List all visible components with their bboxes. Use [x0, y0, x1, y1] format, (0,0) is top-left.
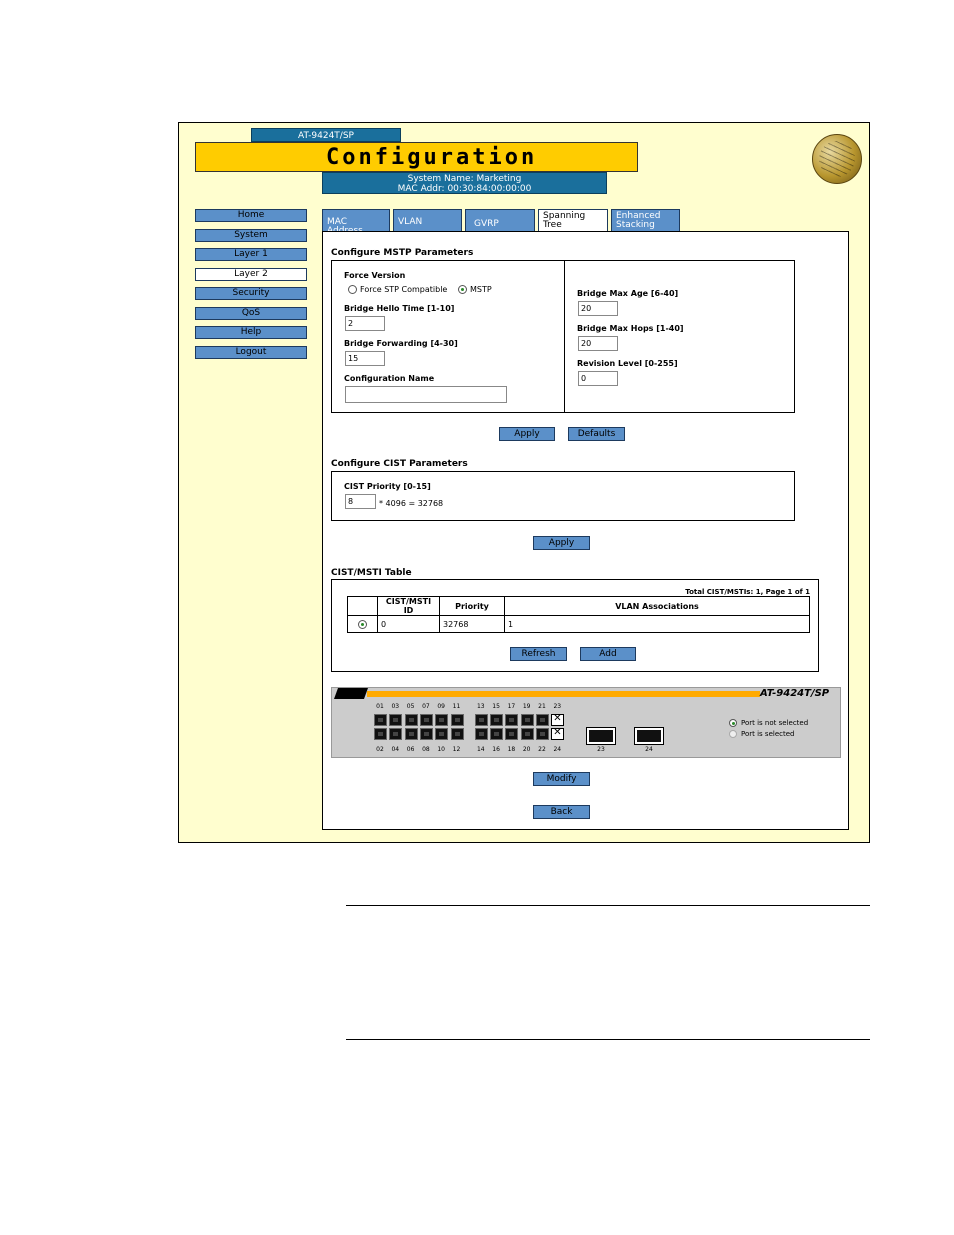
table-row [348, 616, 810, 633]
port-15[interactable] [490, 714, 503, 726]
col-priority: Priority [440, 597, 505, 616]
port-11[interactable] [451, 714, 464, 726]
divider-top [346, 905, 870, 906]
port-label: 11 [452, 703, 461, 710]
port-08[interactable] [420, 728, 433, 740]
port-label: 06 [406, 746, 415, 753]
mstp-section-title: Configure MSTP Parameters [331, 248, 474, 258]
divider-bottom [346, 1039, 870, 1040]
port-label: 04 [391, 746, 400, 753]
cist-priority-calc: * 4096 = 32768 [379, 499, 444, 508]
system-info [322, 172, 607, 194]
row-priority: 32768 [440, 616, 505, 633]
row-id: 0 [378, 616, 440, 633]
port-04[interactable] [389, 728, 402, 740]
nav-qos-button[interactable]: QoS [195, 307, 307, 320]
port-07[interactable] [420, 714, 433, 726]
refresh-button[interactable]: Refresh [510, 647, 567, 661]
mstp-radio[interactable] [458, 285, 467, 294]
config-name-input[interactable] [345, 386, 507, 403]
system-name: System Name: Marketing [407, 174, 522, 184]
nav-system-button[interactable]: System [195, 229, 307, 242]
port-19[interactable] [521, 714, 534, 726]
sfp-port-label: 23 [597, 746, 605, 753]
port-label: 12 [452, 746, 461, 753]
revision-input[interactable]: 0 [578, 371, 618, 386]
port-label: 13 [476, 703, 485, 710]
port-13[interactable] [475, 714, 488, 726]
sfp-port-23[interactable] [587, 728, 615, 744]
row-select-radio[interactable] [358, 620, 367, 629]
legend-selected-icon [729, 730, 737, 738]
port-label: 18 [507, 746, 516, 753]
back-button[interactable]: Back [533, 805, 590, 819]
row-select-cell [348, 616, 378, 633]
nav-security-button[interactable]: Security [195, 287, 307, 300]
tab-vlan[interactable]: VLAN [393, 209, 462, 231]
cist-priority-label: CIST Priority [0-15] [344, 482, 431, 491]
nav-layer1-button[interactable]: Layer 1 [195, 248, 307, 261]
mstp-box [331, 260, 795, 413]
cist-apply-button[interactable]: Apply [533, 536, 590, 550]
cist-msti-table [347, 596, 810, 633]
config-name-label: Configuration Name [344, 374, 435, 383]
port-17[interactable] [505, 714, 518, 726]
hello-time-label: Bridge Hello Time [1-10] [344, 304, 455, 313]
nav-layer2-button[interactable]: Layer 2 [195, 268, 307, 281]
force-version-label: Force Version [344, 271, 406, 280]
port-label: 01 [376, 703, 384, 710]
table-header-row [348, 597, 810, 616]
product-label: AT-9424T/SP [251, 128, 401, 142]
max-hops-input[interactable]: 20 [578, 336, 618, 351]
sfp-port-label: 24 [645, 746, 653, 753]
port-23[interactable] [551, 714, 564, 726]
port-05[interactable] [405, 714, 418, 726]
mstp-divider [564, 261, 565, 412]
col-vlan: VLAN Associations [505, 597, 810, 616]
port-label: 24 [553, 746, 562, 753]
faceplate-stripe [367, 691, 760, 697]
cist-section-title: Configure CIST Parameters [331, 459, 468, 469]
port-label: 15 [492, 703, 500, 710]
browser-content-frame [178, 122, 870, 843]
switch-faceplate [331, 687, 841, 758]
tab-spanning-tree[interactable]: Spanning Tree [538, 209, 608, 232]
port-16[interactable] [490, 728, 503, 740]
legend-not-selected-icon [729, 719, 737, 727]
port-label: 07 [422, 703, 430, 710]
allied-telesis-logo-icon [334, 688, 368, 699]
port-12[interactable] [451, 728, 464, 740]
legend-selected: Port is selected [741, 730, 795, 738]
port-label: 17 [507, 703, 516, 710]
tab-bar [322, 209, 847, 231]
port-20[interactable] [521, 728, 534, 740]
port-label: 22 [538, 746, 546, 753]
modify-button[interactable]: Modify [533, 772, 590, 786]
port-label: 09 [437, 703, 445, 710]
port-24[interactable] [551, 728, 564, 740]
legend-not-selected: Port is not selected [741, 719, 809, 727]
max-age-label: Bridge Max Age [6-40] [577, 289, 679, 298]
port-label: 20 [522, 746, 531, 753]
port-label: 23 [553, 703, 562, 710]
hello-time-input[interactable]: 2 [345, 316, 385, 331]
port-21[interactable] [536, 714, 549, 726]
table-section-title: CIST/MSTI Table [331, 568, 412, 578]
mac-address: MAC Addr: 00:30:84:00:00:00 [397, 184, 532, 194]
port-label: 02 [376, 746, 384, 753]
sfp-port-24[interactable] [635, 728, 663, 744]
row-vlan: 1 [505, 616, 810, 633]
add-button[interactable]: Add [580, 647, 636, 661]
sidebar-nav [195, 209, 307, 365]
port-10[interactable] [435, 728, 448, 740]
port-02[interactable] [374, 728, 387, 740]
port-01[interactable] [374, 714, 387, 726]
nav-help-button[interactable]: Help [195, 326, 307, 339]
port-22[interactable] [536, 728, 549, 740]
port-label: 03 [391, 703, 400, 710]
cist-box [331, 471, 795, 521]
spanning-tree-panel [322, 231, 849, 830]
table-box [331, 579, 819, 672]
col-select [348, 597, 378, 616]
globe-logo-icon [812, 134, 862, 184]
mstp-radio-label: MSTP [470, 285, 492, 294]
port-label: 05 [406, 703, 415, 710]
port-label: 08 [422, 746, 430, 753]
cist-priority-input[interactable]: 8 [345, 494, 376, 509]
tab-enhanced-stacking[interactable]: Enhanced Stacking [611, 209, 680, 231]
title-banner [195, 142, 638, 172]
port-label: 19 [522, 703, 531, 710]
port-03[interactable] [389, 714, 402, 726]
force-stp-radio[interactable] [348, 285, 357, 294]
port-label: 10 [437, 746, 445, 753]
table-summary: Total CIST/MSTIs: 1, Page 1 of 1 [685, 588, 810, 596]
switch-model-label: AT-9424T/SP [760, 688, 830, 699]
port-14[interactable] [475, 728, 488, 740]
port-18[interactable] [505, 728, 518, 740]
revision-label: Revision Level [0-255] [577, 359, 678, 368]
forwarding-label: Bridge Forwarding [4-30] [344, 339, 458, 348]
port-label: 14 [476, 746, 485, 753]
tab-mac-address[interactable]: MAC [322, 209, 390, 231]
tab-gvrp[interactable]: GVRP [465, 209, 535, 231]
force-stp-label: Force STP Compatible [360, 285, 448, 294]
port-06[interactable] [405, 728, 418, 740]
forwarding-input[interactable]: 15 [345, 351, 385, 366]
port-label: 21 [538, 703, 546, 710]
nav-home-button[interactable]: Home [195, 209, 307, 222]
port-label: 16 [492, 746, 500, 753]
mstp-defaults-button[interactable]: Defaults [568, 427, 625, 441]
col-id: CIST/MSTI ID [378, 597, 440, 616]
max-age-input[interactable]: 20 [578, 301, 618, 316]
page-title: Configuration [326, 145, 538, 170]
nav-logout-button[interactable]: Logout [195, 346, 307, 359]
max-hops-label: Bridge Max Hops [1-40] [577, 324, 684, 333]
port-09[interactable] [435, 714, 448, 726]
mstp-apply-button[interactable]: Apply [499, 427, 555, 441]
